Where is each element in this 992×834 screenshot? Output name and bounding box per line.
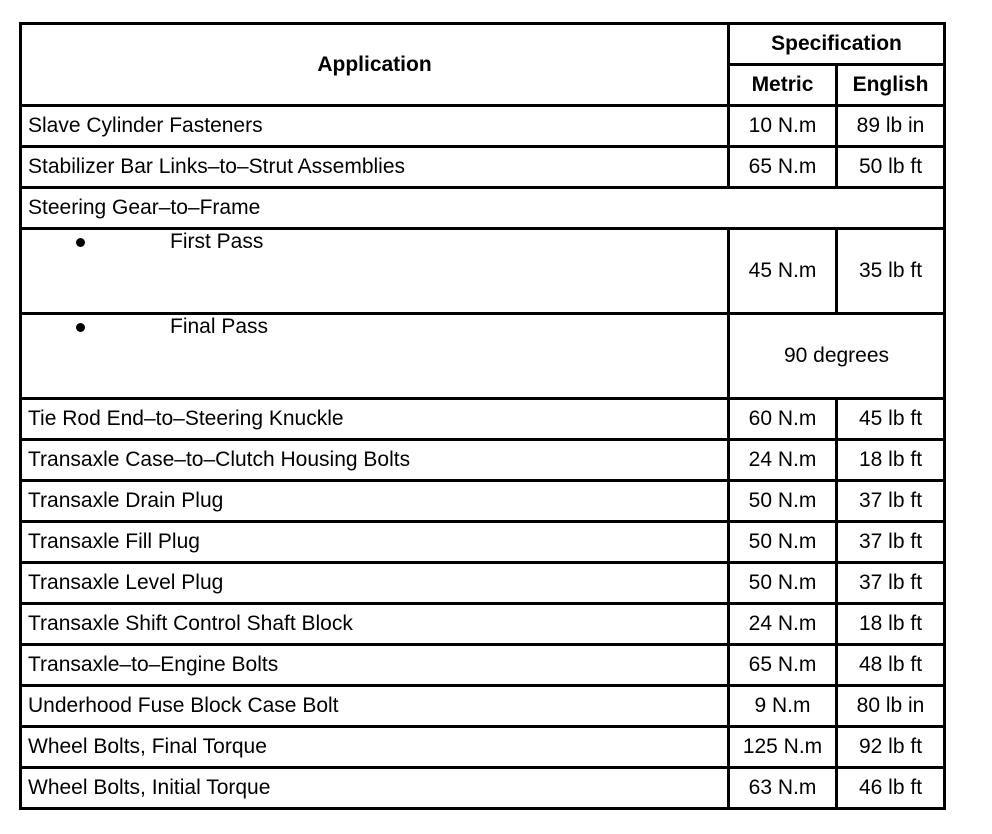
specification-header: Specification (729, 24, 945, 65)
sub-application-cell (21, 314, 729, 399)
english-cell: 18 lb ft (837, 604, 945, 645)
application-cell: Transaxle Drain Plug (21, 481, 729, 522)
table-row (21, 314, 945, 399)
application-cell: Tie Rod End–to–Steering Knuckle (21, 399, 729, 440)
table-row (21, 686, 945, 727)
metric-cell: 60 N.m (729, 399, 837, 440)
english-cell: 37 lb ft (837, 522, 945, 563)
table-row (21, 563, 945, 604)
table-row (21, 106, 945, 147)
group-heading-cell: Steering Gear–to–Frame (21, 188, 945, 229)
application-cell: Stabilizer Bar Links–to–Strut Assemblies (21, 147, 729, 188)
table-row (21, 481, 945, 522)
english-cell: 48 lb ft (837, 645, 945, 686)
metric-cell: 9 N.m (729, 686, 837, 727)
metric-cell: 63 N.m (729, 768, 837, 809)
application-cell: Transaxle Shift Control Shaft Block (21, 604, 729, 645)
application-cell: Transaxle–to–Engine Bolts (21, 645, 729, 686)
application-cell: Transaxle Level Plug (21, 563, 729, 604)
application-header: Application (21, 24, 729, 106)
combined-spec-cell: 90 degrees (729, 314, 945, 399)
application-cell: Underhood Fuse Block Case Bolt (21, 686, 729, 727)
english-cell: 46 lb ft (837, 768, 945, 809)
bullet-icon (76, 323, 85, 332)
table-row (21, 727, 945, 768)
english-cell: 92 lb ft (837, 727, 945, 768)
metric-cell: 65 N.m (729, 147, 837, 188)
table-row (21, 645, 945, 686)
sub-application-label: Final Pass (170, 315, 269, 338)
table-row (21, 440, 945, 481)
bullet-icon (76, 238, 85, 247)
metric-cell: 50 N.m (729, 563, 837, 604)
english-header: English (837, 65, 945, 106)
english-cell: 89 lb in (837, 106, 945, 147)
metric-cell: 45 N.m (729, 229, 837, 314)
application-cell: Transaxle Case–to–Clutch Housing Bolts (21, 440, 729, 481)
metric-cell: 50 N.m (729, 522, 837, 563)
sub-application-label: First Pass (170, 230, 264, 253)
application-cell: Wheel Bolts, Final Torque (21, 727, 729, 768)
application-cell: Transaxle Fill Plug (21, 522, 729, 563)
english-cell: 50 lb ft (837, 147, 945, 188)
table-row (21, 604, 945, 645)
metric-cell: 24 N.m (729, 604, 837, 645)
metric-cell: 24 N.m (729, 440, 837, 481)
metric-cell: 125 N.m (729, 727, 837, 768)
english-cell: 37 lb ft (837, 563, 945, 604)
table-row (21, 399, 945, 440)
sub-application-cell (21, 229, 729, 314)
application-cell: Slave Cylinder Fasteners (21, 106, 729, 147)
table-row (21, 188, 945, 229)
torque-spec-table (19, 22, 946, 810)
english-cell: 35 lb ft (837, 229, 945, 314)
table-row (21, 522, 945, 563)
metric-header: Metric (729, 65, 837, 106)
table-row (21, 768, 945, 809)
english-cell: 45 lb ft (837, 399, 945, 440)
table-row (21, 229, 945, 314)
metric-cell: 10 N.m (729, 106, 837, 147)
application-cell: Wheel Bolts, Initial Torque (21, 768, 729, 809)
metric-cell: 65 N.m (729, 645, 837, 686)
metric-cell: 50 N.m (729, 481, 837, 522)
english-cell: 80 lb in (837, 686, 945, 727)
english-cell: 18 lb ft (837, 440, 945, 481)
english-cell: 37 lb ft (837, 481, 945, 522)
table-row (21, 147, 945, 188)
